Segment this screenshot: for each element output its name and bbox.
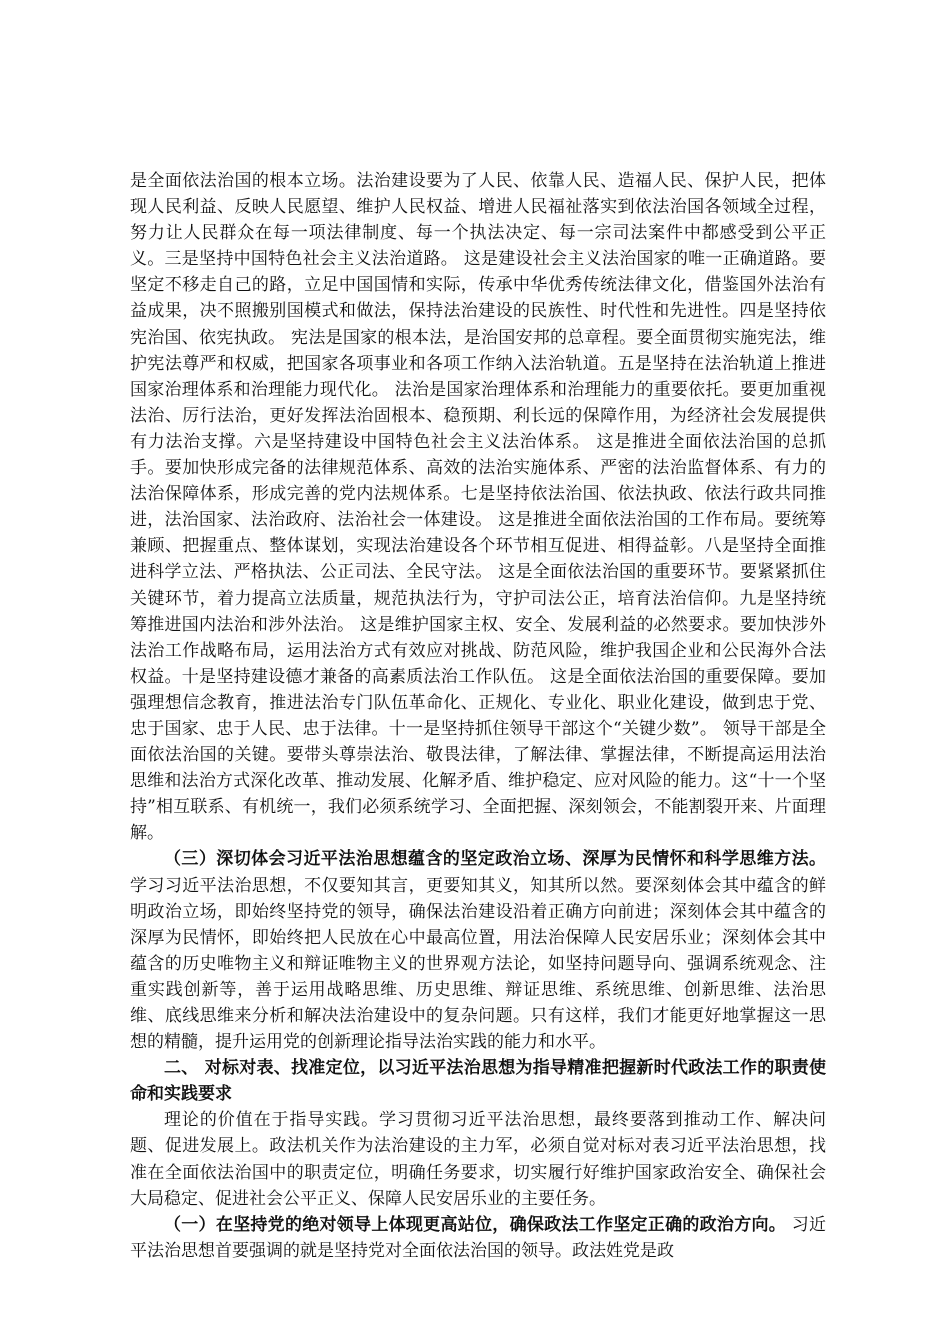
paragraph-subsection-one	[130, 1212, 826, 1264]
paragraph-text: 是全面依法治国的根本立场。法治建设要为了人民、依靠人民、造福人民、保护人民，把体现人民利益、反映人民愿望、维护人民权益、增进人民福祉落实到依法治国各领域全过程，努力让人民群众在每一项法律制度、每一个执法决定、每一宗司法案件中都感受到公平正义。三是坚持中国特色社会主义法治道路。 这是建设社会主义法治国家的唯一正确道路。要坚定不移走自己的路，立足中国国情和实际，传承中华优秀传统法律文化，借鉴国外法治有益成果，决不照搬别国模式和做法，保持法治建设的民族性、时代性和先进性。四是坚持依宪治国、依宪执政。 宪法是国家的根本法，是治国安邦的总章程。要全面贯彻实施宪法，维护宪法尊严和权威，把国家各项事业和各项工作纳入法治轨道。五是坚持在法治轨道上推进国家治理体系和治理能力现代化。 法治是国家治理体系和治理能力的重要依托。要更加重视法治、厉行法治，更好发挥法治固根本、稳预期、利长远的保障作用，为经济社会发展提供有力法治支撑。六是坚持建设中国特色社会主义法治体系。 这是推进全面依法治国的总抓手。要加快形成完备的法律规范体系、高效的法治实施体系、严密的法治监督体系、有力的法治保障体系，形成完善的党内法规体系。七是坚持依法治国、依法执政、依法行政共同推进，法治国家、法治政府、法治社会一体建设。 这是推进全面依法治国的工作布局。要统筹兼顾、把握重点、整体谋划，实现法治建设各个环节相互促进、相得益彰。八是坚持全面推进科学立法、严格执法、公正司法、全民守法。 这是全面依法治国的重要环节。要紧紧抓住关键环节，着力提高立法质量，规范执法行为，守护司法公正，培育法治信仰。九是坚持统筹推进国内法治和涉外法治。 这是维护国家主权、安全、发展利益的必然要求。要加快涉外法治工作战略布局，运用法治方式有效应对挑战、防范风险，维护我国企业和公民海外合法权益。十是坚持建设德才兼备的高素质法治工作队伍。 这是全面依法治国的重要保障。要加强理想信念教育，推进法治专门队伍革命化、正规化、专业化、职业化建设，做到忠于党、忠于国家、忠于人民、忠于法律。十一是坚持抓住领导干部这个“关键少数”。 领导干部是全面依法治国的关键。要带头尊崇法治、敬畏法律，了解法律、掌握法律，不断提高运用法治思维和法治方式深化改革、推动发展、化解矛盾、维护稳定、应对风险的能力。这“十一个坚持”相互联系、有机统一，我们必须系统学习、全面把握、深刻领会，不能割裂开来、片面理解。	[130, 171, 826, 844]
section-heading: （一）在坚持党的绝对领导上体现更高站位，确保政法工作坚定正确的政治方向。	[164, 1214, 787, 1235]
section-heading: （三）深切体会习近平法治思想蕴含的坚定政治立场、深厚为民情怀和科学思维方法。	[164, 849, 826, 870]
paragraph-text: 理论的价值在于指导实践。学习贯彻习近平法治思想，最终要落到推动工作、解决问题、促进发展上。政法机关作为法治建设的主力军，必须自觉对标对表习近平法治思想，找准在全面依法治国中的职责定位，明确任务要求，切实履行好维护国家政治安全、确保社会大局稳定、促进社会公平正义、保障人民安居乐业的主要任务。	[130, 1110, 826, 1209]
paragraph-theory-practice	[130, 1107, 826, 1211]
paragraph-section-three	[130, 846, 826, 1055]
paragraph-part-two-heading	[130, 1055, 826, 1107]
document-page	[130, 168, 826, 1264]
paragraph-text: 习近平法治思想首要强调的就是坚持党对全面依法治国的领导。政法姓党是政	[130, 1214, 827, 1261]
part-heading: 二、 对标对表、找准定位，以习近平法治思想为指导精准把握新时代政法工作的职责使命和实践要求	[130, 1058, 826, 1105]
paragraph-text: 学习习近平法治思想，不仅要知其言，更要知其义，知其所以然。要深刻体会其中蕴含的鲜明政治立场，即始终坚持党的领导，确保法治建设沿着正确方向前进；深刻体会其中蕴含的深厚为民情怀，即始终把人民放在心中最高位置，用法治保障人民安居乐业；深刻体会其中蕴含的历史唯物主义和辩证唯物主义的世界观方法论，如坚持问题导向、强调系统观念、注重实践创新等，善于运用战略思维、历史思维、辩证思维、系统思维、创新思维、法治思维、底线思维来分析和解决法治建设中的复杂问题。只有这样，我们才能更好地掌握这一思想的精髓，提升运用党的创新理论指导法治实践的能力和水平。	[130, 875, 826, 1053]
paragraph-eleven-adherences	[130, 168, 826, 846]
